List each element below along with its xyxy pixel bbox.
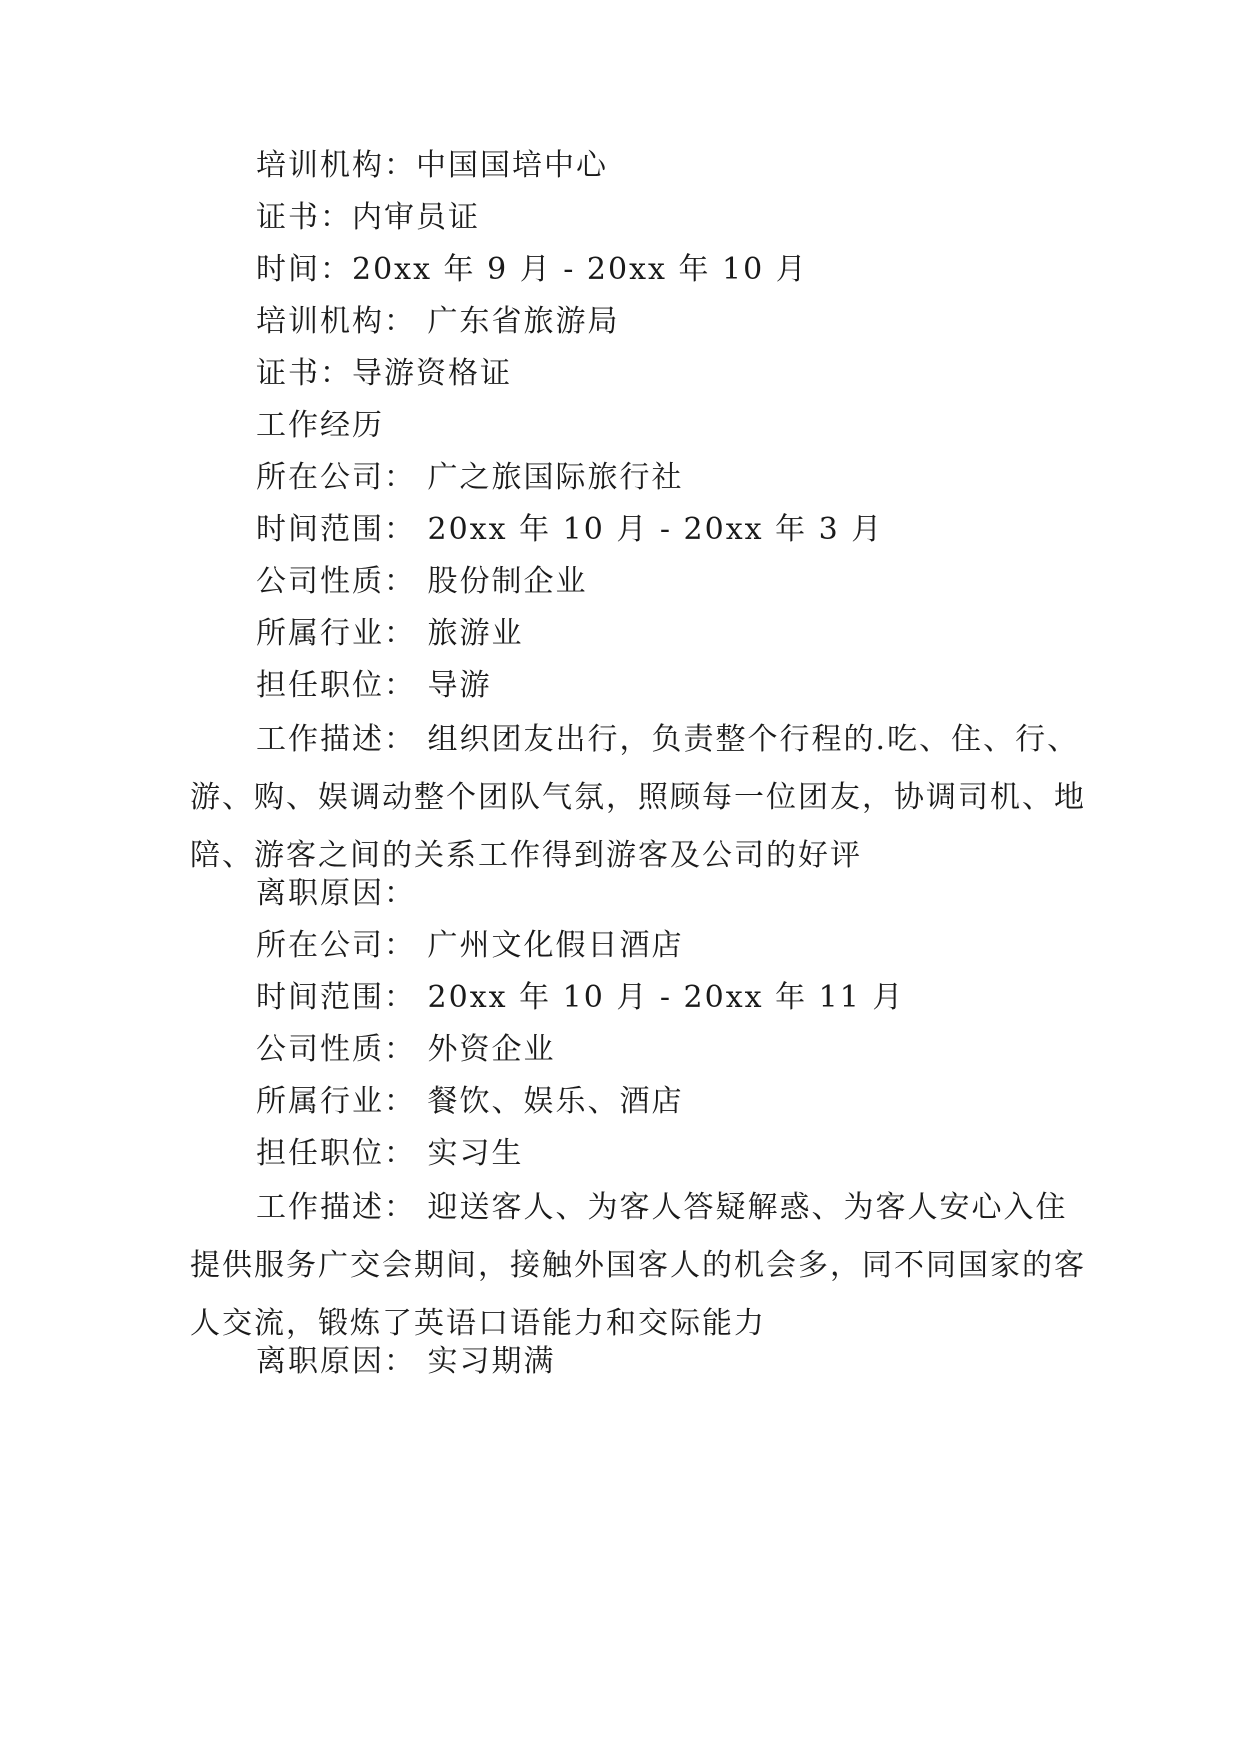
section-heading-work-experience: 工作经历 — [256, 408, 384, 443]
time-range-1: 时间范围： 20xx 年 10 月 - 20xx 年 3 月 — [256, 512, 884, 547]
job-description-1: 工作描述： 组织团友出行，负责整个行程的.吃、住、行、游、购、娱调动整个团队气氛，照顾每一位团友，协调司机、地陪、游客之间的关系工作得到游客及公司的好评 — [190, 722, 1086, 873]
industry-2: 所属行业： 餐饮、娱乐、酒店 — [256, 1084, 684, 1119]
training-time-2: 时间：20xx 年 9 月 - 20xx 年 10 月 — [256, 252, 808, 287]
certificate-1: 证书：内审员证 — [256, 200, 480, 235]
training-org-2: 培训机构： 广东省旅游局 — [256, 304, 620, 339]
certificate-2: 证书：导游资格证 — [256, 356, 512, 391]
position-1: 担任职位： 导游 — [256, 668, 492, 703]
company-nature-1: 公司性质： 股份制企业 — [256, 564, 588, 599]
training-org-1: 培训机构：中国国培中心 — [256, 148, 608, 183]
leave-reason-1: 离职原因： — [256, 876, 416, 911]
company-nature-2: 公司性质： 外资企业 — [256, 1032, 556, 1067]
time-range-2: 时间范围： 20xx 年 10 月 - 20xx 年 11 月 — [256, 980, 905, 1015]
leave-reason-2: 离职原因： 实习期满 — [256, 1344, 556, 1379]
job-description-2: 工作描述： 迎送客人、为客人答疑解惑、为客人安心入住提供服务广交会期间，接触外国客人的机会多，同不同国家的客人交流，锻炼了英语口语能力和交际能力 — [190, 1190, 1086, 1341]
industry-1: 所属行业： 旅游业 — [256, 616, 524, 651]
position-2: 担任职位： 实习生 — [256, 1136, 524, 1171]
company-2: 所在公司： 广州文化假日酒店 — [256, 928, 684, 963]
company-1: 所在公司： 广之旅国际旅行社 — [256, 460, 684, 495]
